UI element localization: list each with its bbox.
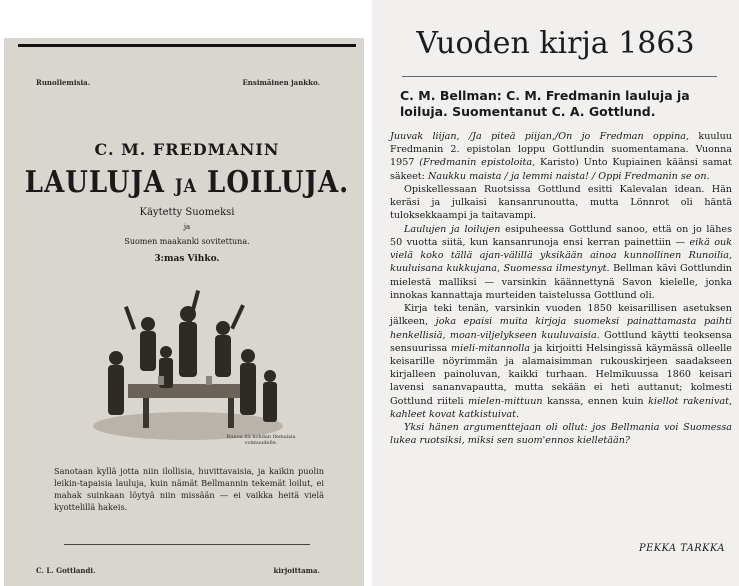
article-body	[390, 130, 732, 448]
book-author: C. M. FREDMANIN	[94, 140, 280, 159]
book-title-main: LAULUJA	[24, 165, 165, 201]
title-rule	[402, 76, 717, 77]
title-page-top-left: Runollemisia.	[36, 78, 91, 87]
illustration-caption: Runoa itä kohdan flemaisia voimuudelle.	[226, 434, 296, 446]
book-title	[18, 166, 356, 201]
book-title-page-image	[4, 38, 364, 586]
article-paragraph-4: Kirja teki tenän, varsinkin vuoden 1850 keisarillisen asetuksen jälkeen, joka epaisi muita kirjoja suomeksi painattamasta paihti henkellisiä, moan-viljelykseen kuuluvaisia. Gottlund käytti teoksensa sensuurissa mieli-mitannolla ja kirjoitti Helsingissä käymässä olleelle keisarille nöyrimmän ja alamaisimman rukouskirjeen saadakseen kirjalleen painoluvan, kaikki turhaan. Helmikuussa 1860 keisari lavensi sananvapautta, mutta sekään ei heti auttanut; kolmesti Gottlund riiteli mielen-mittuun kanssa, ennen kuin kiellot rakenivat, kahleet kovat katkistuivat.	[390, 303, 732, 420]
article-title: Vuoden kirja 1863	[416, 26, 695, 61]
title-page-quote: Sanotaan kyllä jotta niin ilollisia, huvittavaisia, ja kaikin puolin leikin-tapaisia lauluja, kuin nämät Bellmannin tekemät loilut, ei mahak suinkaan löytyä niin missään — ei vaikka heitä vielä kyottelillä hakeis.	[54, 466, 324, 512]
book-subtitle-2: ja	[183, 223, 191, 231]
bottom-rule	[64, 544, 310, 545]
article-headline: C. M. Bellman: C. M. Fredmanin lauluja ja loiluja. Suomentanut C. A. Gottlund.	[400, 88, 690, 120]
newspaper-clipping	[372, 0, 739, 586]
article-paragraph-1: Juuvak liijan, /Ja piteä piijan,/On jo Fredman oppina, kuuluu Fredmanin 2. epistolan loppu Gottlundin suomentamana. Vuonna 1957 (Fredmanin epistoloita, Karisto) Unto Kupiainen käänsi samat säkeet: Naukku maista / ja lemmi naista! / Oppi Fredmanin se on.	[390, 131, 733, 182]
book-title-ja: JA	[175, 174, 197, 197]
title-page	[18, 38, 356, 586]
book-volume: 3:mas Vihko.	[154, 254, 220, 264]
title-page-top-right: Ensimäinen jankko.	[242, 78, 320, 87]
title-page-printer: C. L. Gottlandi.	[36, 566, 96, 575]
tavern-illustration	[88, 276, 288, 446]
book-subtitle-1: Käytetty Suomeksi	[139, 207, 235, 218]
top-rule	[18, 44, 356, 47]
article-paragraph-2: Opiskellessaan Ruotsissa Gottlund esitti Kalevalan idean. Hän keräsi ja julkaisi kansanrunoutta, mutta Lönnrot oli häntä tuloksekkaampi ja taitavampi.	[390, 183, 732, 222]
article-signature: PEKKA TARKKA	[639, 543, 725, 554]
title-page-bottom-right: kirjoittama.	[273, 566, 320, 575]
article-paragraph-3: Laulujen ja loilujen esipuheessa Gottlund sanoo, että on jo lähes 50 vuotta siitä, kun kansanrunoja ensi kerran painettiin — eikä ouk vielä koko tällä ajan-välillä yksikään ainoa kunnollinen Runoilia, kuuluisana kukkujana, Suomessa ilmestynyt. Bellman kävi Gottlundin mielestä malliksi — varsinkin käännettynä Savon kielelle, jonka innokas kannattaja murteiden taistelussa Gottlund oli.	[390, 223, 732, 301]
book-title-end: LOILUJA.	[207, 165, 350, 201]
article-paragraph-5: Yksi hänen argumenttejaan oli ollut: jos Bellmania voi Suomessa lukea ruotsiksi, miksi sen suom'ennos kielletään?	[390, 422, 732, 447]
book-subtitle-3: Suomen maakanki sovitettuna.	[124, 237, 250, 246]
